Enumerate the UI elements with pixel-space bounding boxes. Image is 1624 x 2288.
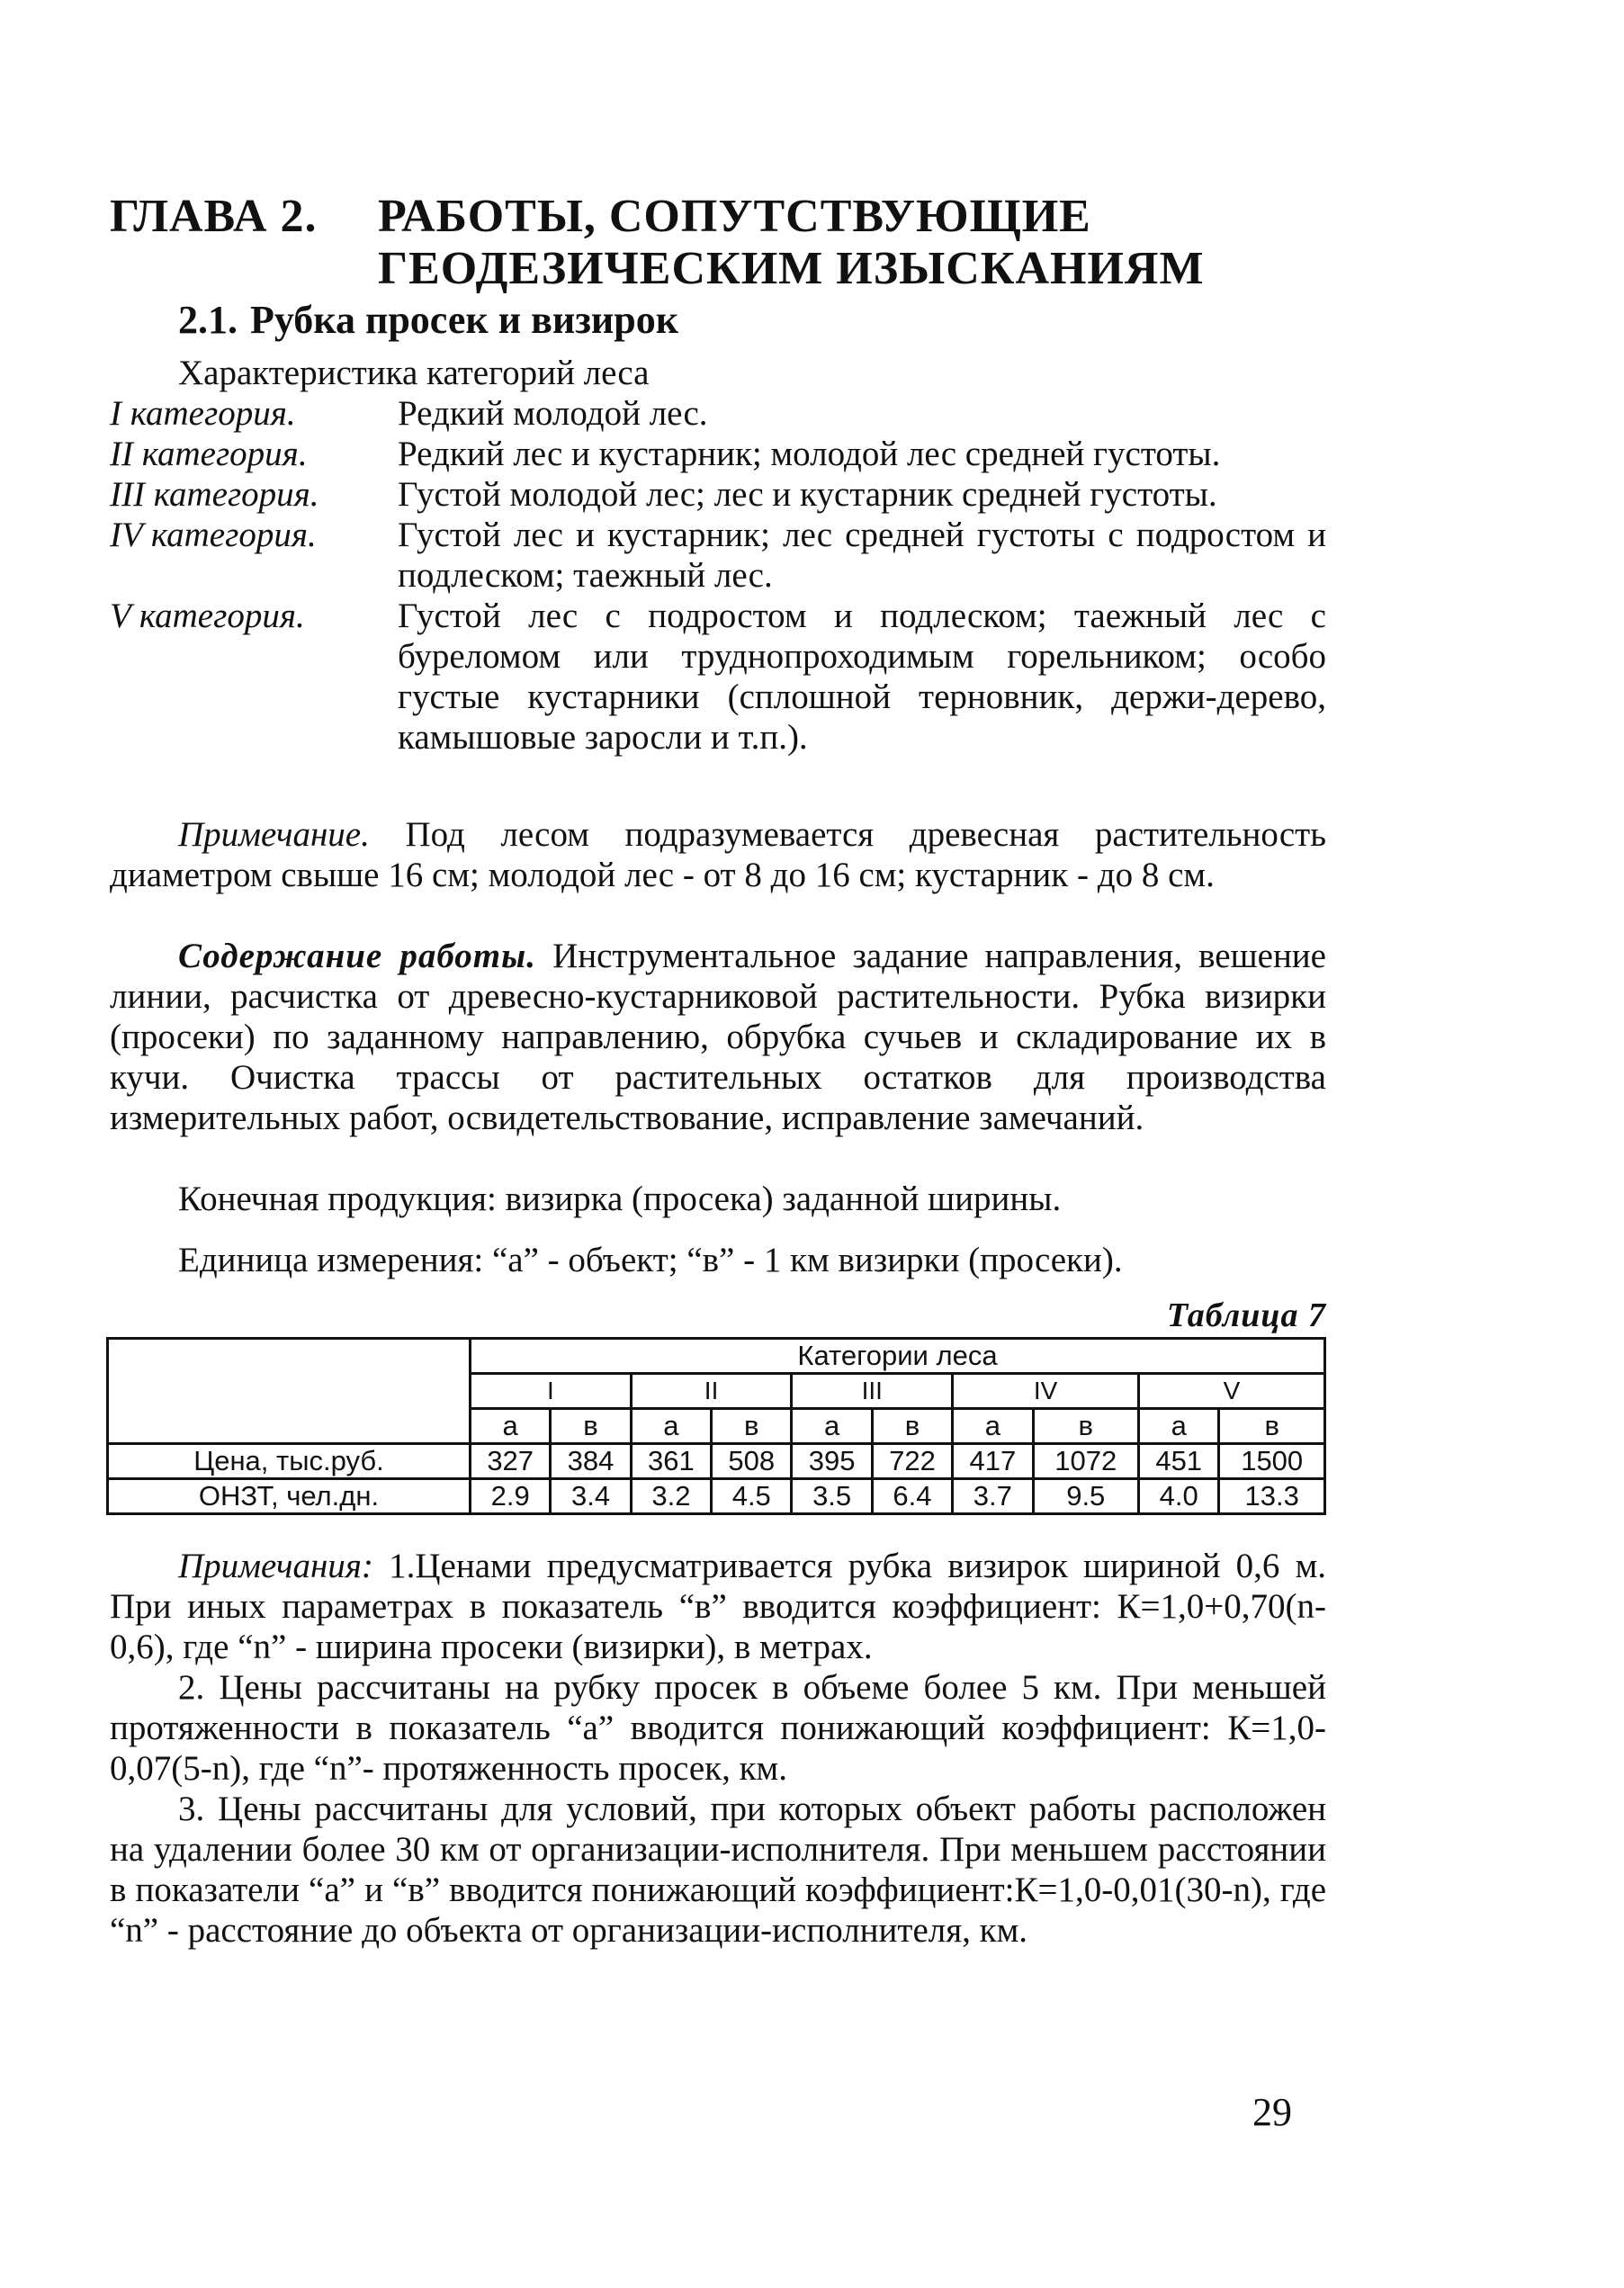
category-description: Редкий молодой лес.: [398, 394, 708, 433]
table-header-row: [108, 1339, 1325, 1374]
table-cell: 451: [1139, 1444, 1219, 1479]
price-table: [106, 1337, 1326, 1515]
table-cell: 9.5: [1033, 1479, 1139, 1514]
category-item: [110, 515, 1326, 596]
table-category-cell: II: [631, 1374, 792, 1409]
table-subcol-cell: в: [1219, 1409, 1325, 1444]
table-cell: 384: [551, 1444, 631, 1479]
work-content-text: Инструментальное задание направления, вешение линии, расчистка от древесно-кустарниковой растительности. Рубка визирки (просеки) по заданному направлению, обрубка сучьев и складирование их в кучи. Очистка трассы от растительных остатков для производства измерительных работ, освидетельствование, исправление замечаний.: [110, 937, 1326, 1137]
note-item-2: 2. Цены рассчитаны на рубку просек в объеме более 5 км. При меньшей протяженности в показатель “а” вводится понижающий коэффициент: К=1,0-0,07(5-n), где “n”- протяженность просек, км.: [110, 1668, 1326, 1788]
note-lead: Примечание.: [178, 815, 370, 854]
table-cell: 3.5: [792, 1479, 872, 1514]
category-description: Густой лес и кустарник; лес средней густоты с подростом и подлеском; таежный лес.: [398, 516, 1326, 595]
note-item-3: 3. Цены рассчитаны для условий, при которых объект работы расположен на удалении более 30 км от организации-исполнителя. При меньшем расстоянии в показатели “а” и “в” вводится понижающий коэффициент:К=1,0-0,01(30-n), где “n” - расстояние до объекта от организации-исполнителя, км.: [110, 1790, 1326, 1950]
table-cell: 508: [712, 1444, 792, 1479]
table-cell: 3.2: [631, 1479, 711, 1514]
category-description: Редкий лес и кустарник; молодой лес средней густоты.: [398, 435, 1221, 473]
category-description: Густой лес с подростом и подлеском; таежный лес с буреломом или труднопроходимым горельником; особо густые кустарники (сплошной терновник, держи-дерево, камышовые заросли и т.п.).: [398, 597, 1326, 757]
table-corner-cell: [108, 1339, 471, 1444]
table-cell: 4.5: [712, 1479, 792, 1514]
table-subcol-cell: а: [953, 1409, 1033, 1444]
table-subcol-cell: а: [471, 1409, 551, 1444]
table-row-price: [108, 1444, 1325, 1479]
section-title: Рубка просек и визирок: [250, 298, 679, 342]
category-label: III категория.: [110, 475, 319, 514]
table-cell: 327: [471, 1444, 551, 1479]
table-category-cell: III: [792, 1374, 953, 1409]
table-subcol-cell: в: [551, 1409, 631, 1444]
category-label: V категория.: [110, 597, 305, 635]
table-category-cell: I: [471, 1374, 632, 1409]
table-cell: 361: [631, 1444, 711, 1479]
category-label: IV категория.: [110, 516, 317, 554]
table-category-cell: V: [1139, 1374, 1325, 1409]
table-cell: 395: [792, 1444, 872, 1479]
table-subcol-cell: а: [792, 1409, 872, 1444]
table-cell: 4.0: [1139, 1479, 1219, 1514]
work-content-lead: Содержание работы.: [178, 937, 536, 975]
section-number: 2.1.: [178, 298, 238, 342]
table-cell: 2.9: [471, 1479, 551, 1514]
table-cell: 1500: [1219, 1444, 1325, 1479]
table-cell: 417: [953, 1444, 1033, 1479]
table-cell: 722: [872, 1444, 952, 1479]
table-notes: [110, 1546, 1326, 1951]
chapter-title-line1: РАБОТЫ, СОПУТСТВУЮЩИЕ: [378, 191, 1091, 242]
table-subcol-cell: в: [1033, 1409, 1139, 1444]
final-product: Конечная продукция: визирка (просека) заданной ширины.: [178, 1180, 1062, 1218]
table-row-label: Цена, тыс.руб.: [108, 1444, 471, 1479]
page-number: 29: [1252, 2090, 1292, 2134]
table-cell: 13.3: [1219, 1479, 1325, 1514]
table-row-labor: [108, 1479, 1325, 1514]
table-cell: 3.4: [551, 1479, 631, 1514]
table-subcol-cell: а: [1139, 1409, 1219, 1444]
category-item: [110, 393, 1326, 434]
note-item-1: [110, 1546, 1326, 1667]
section-heading: [178, 297, 678, 343]
table-caption: Таблица 7: [1166, 1297, 1326, 1334]
table-category-cell: IV: [953, 1374, 1139, 1409]
table-cell: 6.4: [872, 1479, 952, 1514]
table-subcol-cell: в: [712, 1409, 792, 1444]
note-text: Под лесом подразумевается древесная растительность диаметром свыше 16 см; молодой лес - от 8 до 16 см; кустарник - до 8 см.: [110, 815, 1326, 894]
categories-heading: Характеристика категорий леса: [178, 354, 650, 392]
category-item: [110, 434, 1326, 474]
category-list: [110, 393, 1326, 758]
chapter-title-line2: ГЕОДЕЗИЧЕСКИМ ИЗЫСКАНИЯМ: [378, 243, 1205, 294]
table-row-label: ОНЗТ, чел.дн.: [108, 1479, 471, 1514]
forest-note: [110, 814, 1326, 895]
table-cell: 1072: [1033, 1444, 1139, 1479]
category-label: II категория.: [110, 435, 308, 473]
work-content: [110, 936, 1326, 1138]
category-item: [110, 474, 1326, 515]
table-cell: 3.7: [953, 1479, 1033, 1514]
category-description: Густой молодой лес; лес и кустарник средней густоты.: [398, 475, 1217, 514]
table-subcol-cell: а: [631, 1409, 711, 1444]
table-subcol-cell: в: [872, 1409, 952, 1444]
unit-of-measure: Единица измерения: “а” - объект; “в” - 1 км визирки (просеки).: [178, 1241, 1123, 1279]
chapter-number: ГЛАВА 2.: [110, 191, 318, 242]
table-group-header: Категории леса: [471, 1339, 1325, 1374]
category-item: [110, 596, 1326, 758]
category-label: I категория.: [110, 394, 296, 433]
notes-lead: Примечания:: [178, 1547, 373, 1585]
note-1-text: 1.Ценами предусматривается рубка визирок шириной 0,6 м. При иных параметрах в показатель “в” вводится коэффициент: К=1,0+0,70(n-0,6), где “n” - ширина просеки (визирки), в метрах.: [110, 1547, 1326, 1666]
